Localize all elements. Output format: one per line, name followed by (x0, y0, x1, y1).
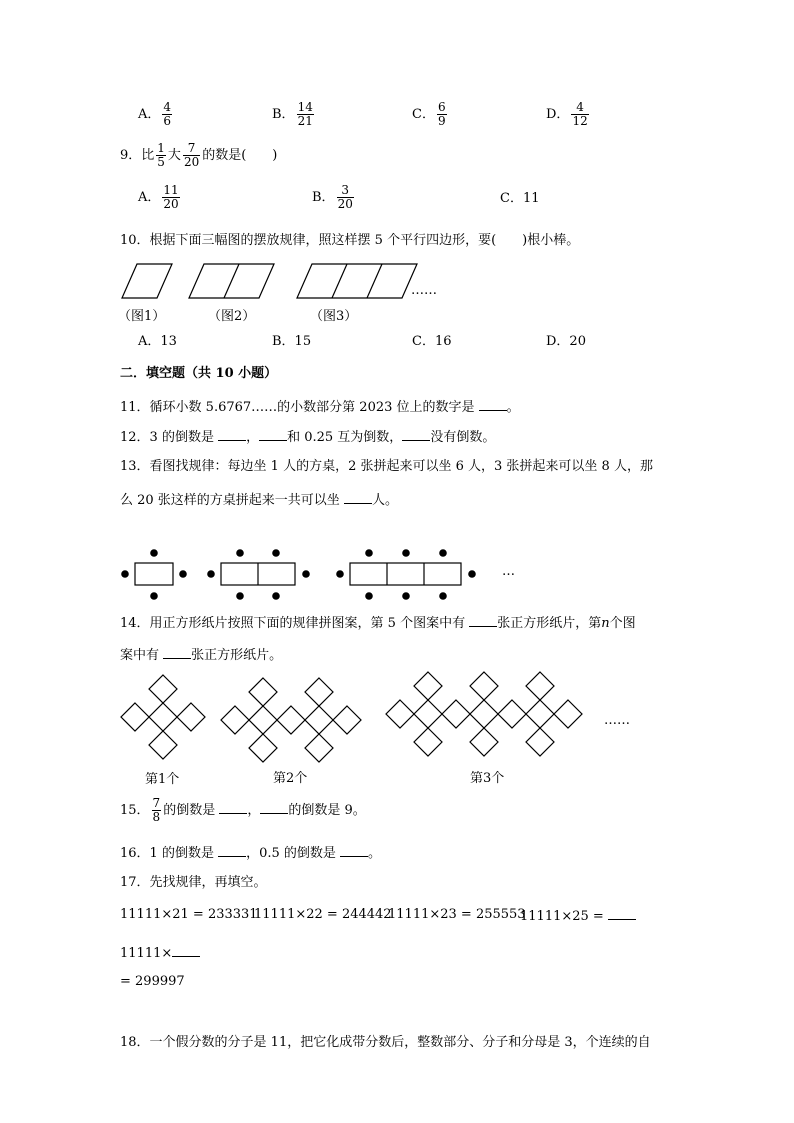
q10-option-a: A．13 (138, 334, 177, 349)
q10-fig3-label: （图3） (310, 309, 358, 324)
q17-eq5: 11111× (120, 944, 200, 962)
q12-question: 12．3 的倒数是 ， 和 0.25 互为倒数， 没有倒数。 (120, 430, 496, 445)
q16-blank-2[interactable] (340, 844, 368, 857)
q9-question: 9．比 $\frac{1}{5}$ 大 $\frac{7}{20}$ 的数是( ) (120, 141, 278, 170)
q9-option-b: B． $\frac{3}{20}$ (312, 183, 353, 212)
q13-line2: 么 20 张这样的方桌拼起来一共可以坐 人。 (120, 493, 398, 508)
q17-eq5-result: = 299997 (120, 974, 185, 989)
q17-blank-2[interactable] (172, 944, 200, 957)
q8-option-d: D． $\frac{4}{12}$ (546, 100, 588, 129)
q17-eq1: 11111×21 = 233331 (120, 907, 258, 922)
q15-blank-2[interactable] (260, 801, 288, 814)
q14-line2: 案中有 张正方形纸片。 (120, 648, 283, 663)
q16-question: 16．1 的倒数是 ，0.5 的倒数是 。 (120, 846, 382, 861)
q14-ellipsis: …… (604, 713, 630, 728)
q10-ellipsis: …… (411, 283, 437, 298)
q14-fig1-label: 第1个 (145, 772, 180, 787)
q8-option-a: A． $\frac{4}{6}$ (138, 100, 172, 129)
q18-question: 18．一个假分数的分子是 11，把它化成带分数后，整数部分、分子和分母是 3，个连续的自 (120, 1035, 651, 1050)
q9-option-a: A． $\frac{11}{20}$ (138, 183, 179, 212)
q13-line1: 13．看图找规律：每边坐 1 人的方桌，2 张拼起来可以坐 6 人，3 张拼起来可以坐 8 人，那 (120, 459, 653, 474)
q14-fig1 (121, 675, 205, 759)
q14-fig2 (221, 678, 361, 762)
q8-option-c: C． $\frac{6}{9}$ (412, 100, 446, 129)
q13-ellipsis: … (502, 564, 515, 579)
q10-fig2-label: （图2） (208, 309, 256, 324)
section-title-fill-in: 二．填空题（共 10 小题） (120, 366, 278, 381)
q17-eq4: 11111×25 = (520, 907, 636, 925)
q14-fig2-label: 第2个 (273, 771, 308, 786)
q10-option-d: D．20 (546, 334, 586, 349)
q15-blank-1[interactable] (219, 801, 247, 814)
q17-blank-1[interactable] (608, 907, 636, 920)
q17-eq2: 11111×22 = 244442 (254, 907, 392, 922)
q16-blank-1[interactable] (218, 844, 246, 857)
q17-eq3: 11111×23 = 255553 (388, 907, 526, 922)
q10-option-c: C．16 (412, 334, 452, 349)
q14-line1: 14．用正方形纸片按照下面的规律拼图案，第 5 个图案中有 张正方形纸片，第n个图 (120, 616, 636, 631)
q14-fig3 (386, 672, 582, 756)
q10-option-b: B．15 (272, 334, 312, 349)
q10-fig1-label: （图1） (118, 309, 166, 324)
q15-question: 15． $\frac{7}{8}$ 的倒数是 ， 的倒数是 9。 (120, 796, 366, 825)
q14-fig3-label: 第3个 (470, 771, 505, 786)
q11-question: 11．循环小数 5.6767……的小数部分第 2023 位上的数字是 。 (120, 400, 520, 415)
q17-title: 17．先找规律，再填空。 (120, 875, 267, 890)
q10-question: 10．根据下面三幅图的摆放规律，照这样摆 5 个平行四边形，要( )根小棒。 (120, 233, 580, 248)
q8-option-b: B． $\frac{14}{21}$ (272, 100, 313, 129)
q9-option-c: C．11 (500, 191, 540, 206)
